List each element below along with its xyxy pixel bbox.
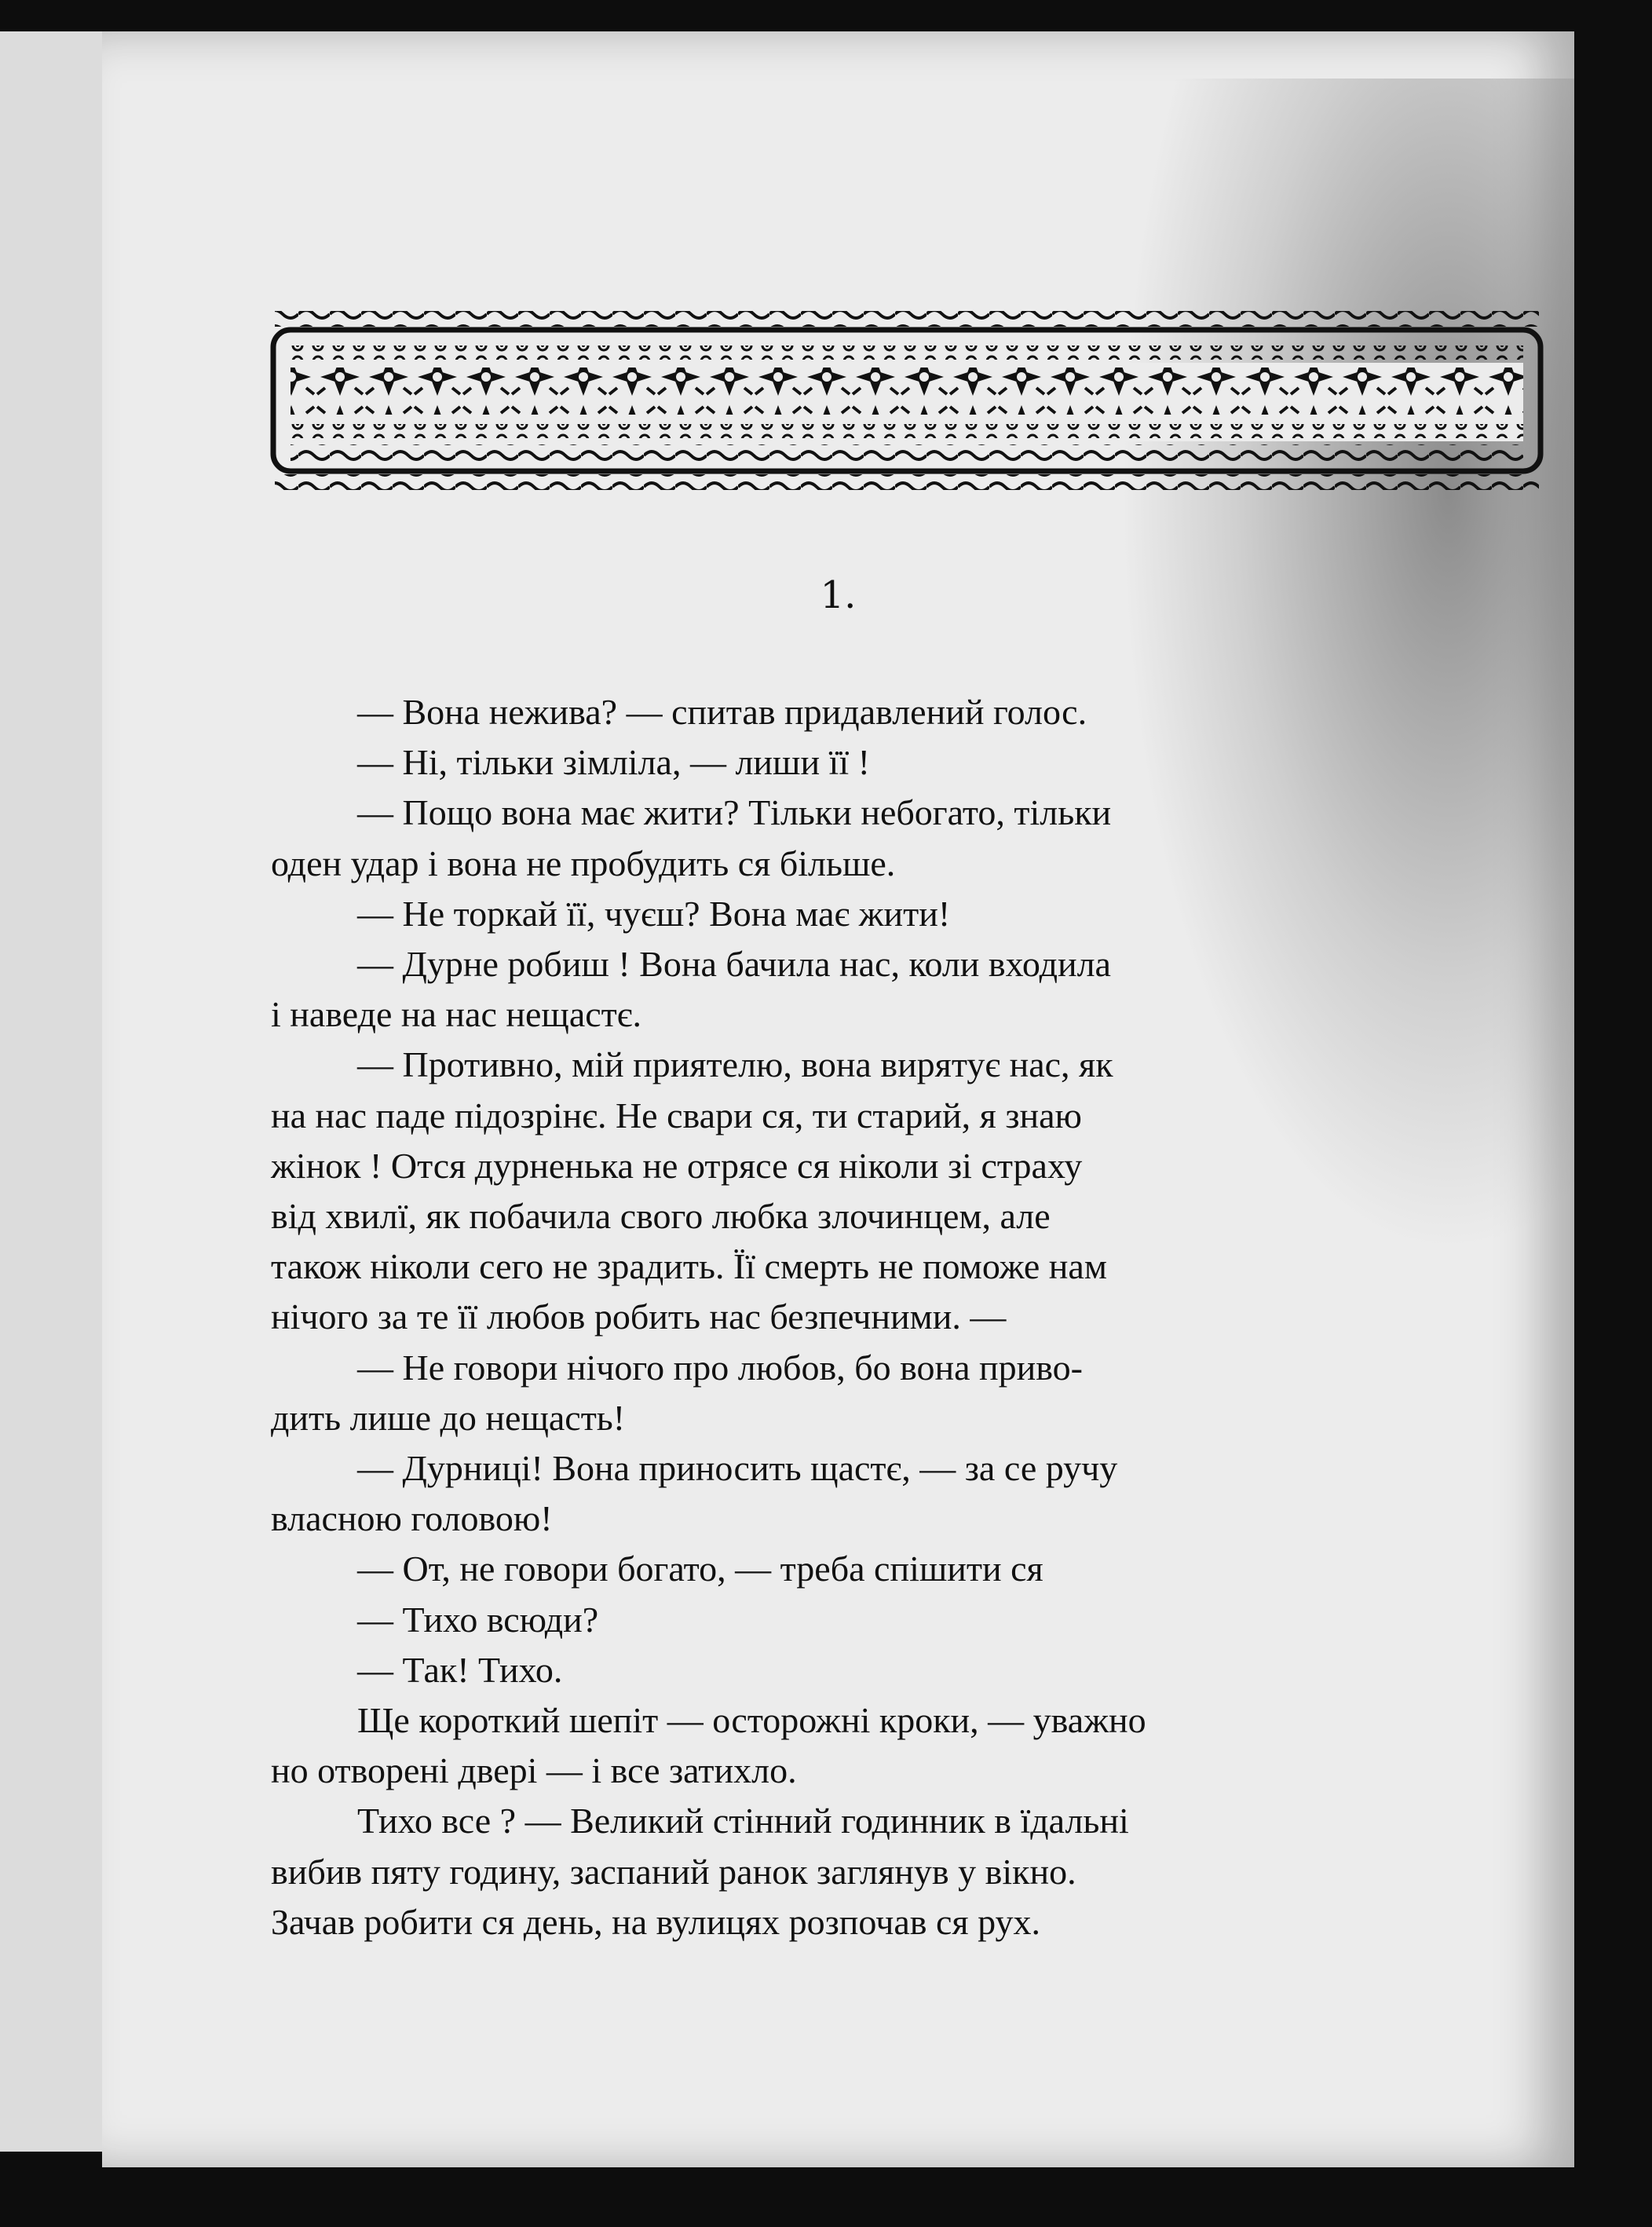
text-line: вибив пяту годину, заспаний ранок заглянув у вікно.: [271, 1851, 1076, 1892]
chapter-text: [271, 687, 1547, 1947]
text-line: власною головою!: [271, 1498, 553, 1539]
text-line: — Пощо вона має жити? Тільки небогато, тільки: [357, 792, 1112, 833]
text-line: — Не говори нічого про любов, бо вона приво-: [357, 1347, 1083, 1388]
text-line: на нас паде підозрінє. Не свари ся, ти старий, я знаю: [271, 1095, 1082, 1135]
book-page: [102, 31, 1574, 2167]
text-line: і наведе на нас нещастє.: [271, 994, 642, 1035]
text-line: — Ні, тільки зімліла, — лиши її !: [357, 742, 870, 783]
text-line: Ще короткий шепіт — осторожні кроки, — уважно: [357, 1700, 1146, 1741]
text-line: Зачав робити ся день, на вулицях розпочав ся рух.: [271, 1901, 1040, 1942]
text-line: оден удар і вона не пробудить ся більше.: [271, 843, 896, 883]
text-line: но отворені двері — і все затихло.: [271, 1750, 797, 1791]
text-line: від хвилї, як побачила свого любка злочинцем, але: [271, 1196, 1051, 1237]
text-line: жінок ! Отся дурненька не отрясе ся ніколи зі страху: [271, 1145, 1083, 1186]
chapter-number: 1.: [820, 573, 857, 617]
text-line: також ніколи сего не зрадить. Її смерть не поможе нам: [271, 1246, 1107, 1287]
ornamental-header-band: [267, 306, 1547, 495]
facing-page-edge: [0, 31, 102, 2152]
text-line: — Дурниці! Вона приносить щастє, — за се ручу: [357, 1448, 1118, 1489]
text-line: — Не торкай її, чуєш? Вона має жити!: [357, 893, 951, 934]
text-line: дить лише до нещасть!: [271, 1397, 626, 1438]
text-line: — Вона нежива? — спитав придавлений голос.: [357, 692, 1087, 732]
text-line: — От, не говори богато, — треба спішити ся: [357, 1549, 1043, 1589]
text-line: — Так! Тихо.: [357, 1649, 563, 1690]
text-line: — Дурне робиш ! Вона бачила нас, коли входила: [357, 944, 1111, 985]
text-line: — Тихо всюди?: [357, 1599, 599, 1640]
text-line: — Противно, мій приятелю, вона вирятує нас, як: [357, 1044, 1113, 1085]
text-line: Тихо все ? — Великий стінний годинник в їдальні: [357, 1801, 1129, 1841]
text-line: нічого за те її любов робить нас безпечними. —: [271, 1296, 1007, 1337]
